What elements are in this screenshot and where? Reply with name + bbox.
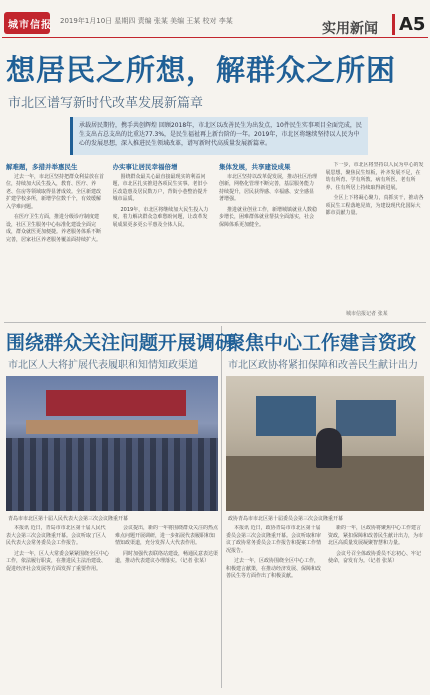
intro-text: 承载居民期待，携手共创辉煌 回顾2018年，市北区以改善民生为出发点，10件民生实事项目全面完成，民生支出占总支出的比重达77.3%，是民生福祉再上新台阶的一年。2019年，市北区将继续坚持以人民为中心的发展思想，深入推进民生领域改革，谱写新时代高质量发展新篇章。	[79, 122, 362, 147]
article-column	[328, 525, 424, 685]
main-subheadline: 市北区谱写新时代改革发展新篇章	[8, 96, 204, 111]
main-headline: 想居民之所想，解群众之所困	[6, 53, 397, 87]
paragraph: 同时加强代表联络站建设，畅通民意表达渠道，推动代表建议办理落实。（记者 张某）	[115, 550, 218, 564]
column-divider	[221, 326, 222, 688]
column-heading: 解难题，多措并举惠民生	[6, 163, 78, 171]
article-column	[6, 162, 105, 317]
paragraph: 本报讯 近日，青岛市市北区第十届人民代表大会第三次会议隆重开幕。会议听取了区人民代表大会常务委员会工作报告。	[6, 525, 107, 546]
column-heading: 办实事让居民幸福倍增	[112, 163, 178, 171]
article-column	[219, 162, 318, 317]
right-photo-caption: 政协青岛市市北区第十届委员会第三次会议隆重开幕	[228, 516, 344, 522]
logo-text: 城市信报	[8, 20, 52, 31]
paragraph: 在医疗卫生方面，推进分级诊疗制度建设，社区卫生服务中心标准化建设全面完成，群众就医更加便捷。养老服务体系不断完善，居家社区养老服务覆盖面持续扩大。	[6, 214, 102, 243]
article-column	[115, 525, 218, 685]
right-story-subheadline: 市北区政协将紧扣保障和改善民生献计出力	[228, 360, 418, 371]
article-byline: 城市信报记者 张某	[346, 311, 388, 317]
paragraph: 围绕群众最关心最直接最现实的利益问题，市北区扎实推进各项民生实事。老旧小区改造惠及居民数万户，背街小巷整治提升城市品质。	[112, 173, 208, 202]
photo-stage	[26, 420, 198, 434]
paragraph: 过去一年，区人大常委会紧紧围绕全区中心工作，依法履行职责，在推进民主法治建设、促进经济社会发展等方面发挥了重要作用。	[6, 550, 109, 572]
column-heading: 集体发展，共享建设成果	[219, 163, 291, 171]
paragraph: 新的一年，区政协将聚焦中心工作建言资政，紧扣保障和改善民生献计出力，为市北区高质量发展凝聚智慧和力量。	[328, 525, 424, 546]
left-story-headline: 围绕群众关注问题开展调研	[6, 332, 235, 354]
paragraph: 下一步，市北区将坚持以人民为中心的发展思想，聚焦民生短板，补齐发展不足，在幼有所育、学有所教、病有所医、老有所养、住有所居上持续取得新进展。	[325, 162, 424, 191]
photo-screen	[256, 396, 316, 436]
photo-banner	[46, 390, 186, 416]
cppcc-meeting-photo	[226, 376, 424, 511]
article-column	[226, 525, 322, 685]
intro-box	[70, 117, 368, 155]
paragraph: 2019年，市北区将继续加大民生投入力度，着力解决群众急难愁盼问题，让改革发展成果更多更公平惠及全体人民。	[112, 206, 209, 228]
photo-audience	[6, 438, 218, 511]
masthead	[0, 4, 430, 44]
paragraph: 过去一年，区政协围绕全区中心工作，积极建言献策，在推动经济发展、保障和改善民生等方面作出了积极贡献。	[226, 558, 322, 579]
photo-person	[316, 428, 342, 468]
paragraph: 推进就业创业工作，新增城镇就业人数稳步增长，困难群体就业帮扶全面落实，社会保障体系更加健全。	[219, 206, 318, 228]
paragraph: 本报讯 近日，政协青岛市市北区第十届委员会第三次会议隆重开幕。会议听取和审议了政协常务委员会工作报告和提案工作情况报告。	[226, 525, 322, 554]
article-column	[326, 162, 425, 317]
right-story-columns	[226, 525, 424, 685]
left-photo-caption: 青岛市市北区第十届人民代表大会第三次会议隆重开幕	[8, 516, 129, 522]
newspaper-logo	[4, 12, 50, 34]
right-story-headline: 聚焦中心工作建言资政	[226, 332, 417, 354]
main-article-columns	[6, 162, 424, 317]
page-number: A5	[392, 14, 425, 35]
left-story-subheadline: 市北区人大将扩展代表履职和知情知政渠道	[8, 360, 198, 371]
masthead-rule	[2, 37, 428, 38]
congress-meeting-photo	[6, 376, 218, 511]
section-title: 实用新闻	[322, 21, 378, 37]
paragraph: 全区上下将凝心聚力，真抓实干，推动各项民生工程落地见效，为建设现代化国际大都市贡献力量。	[325, 195, 424, 216]
article-column	[6, 525, 109, 685]
article-column	[113, 162, 212, 317]
section-divider	[4, 322, 426, 323]
left-story-columns	[6, 525, 218, 685]
issue-meta: 2019年1月10日 星期四 责编 张某 美编 王某 校对 李某	[60, 17, 233, 25]
paragraph: 过去一年，市北区坚持把群众利益放在首位，持续加大民生投入，教育、医疗、养老、住房等领域取得显著成效。全区新建改扩建学校多所，新增学位数千个，有效缓解入学难问题。	[6, 173, 105, 210]
paragraph: 市北区坚持以改革促发展，推动社区治理创新，网格化管理不断完善，基层服务能力持续提升，居民获得感、幸福感、安全感显著增强。	[219, 173, 318, 202]
paragraph: 会议号召全体政协委员不忘初心、牢记使命，奋发有为。（记者 张某）	[328, 550, 422, 564]
paragraph: 会议提出，新的一年将围绕群众关注的热点难点问题开展调研，进一步拓展代表履职和知情知政渠道，充分发挥人大代表作用。	[115, 525, 218, 546]
photo-screen	[336, 400, 396, 436]
